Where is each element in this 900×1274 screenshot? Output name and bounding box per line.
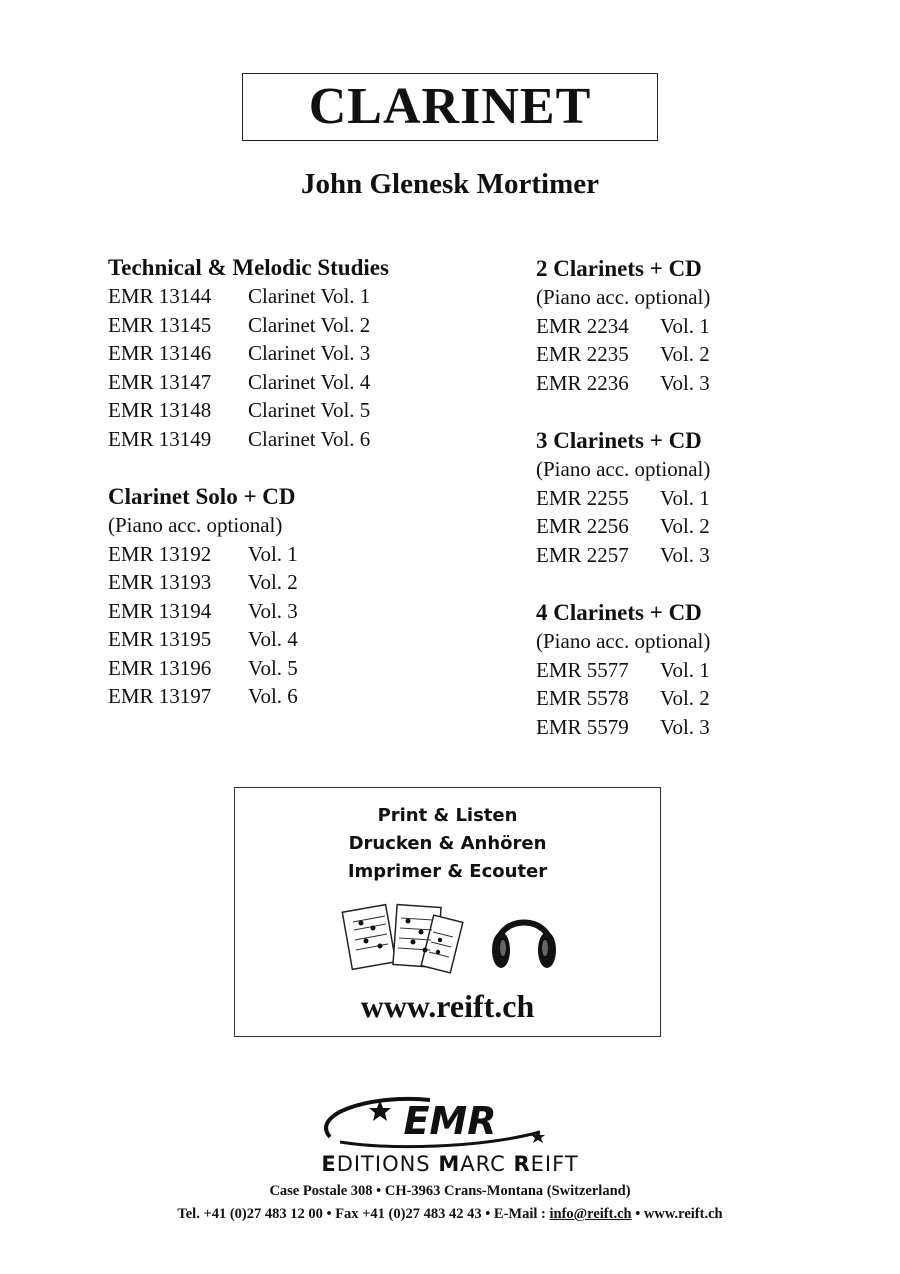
section-heading: Clarinet Solo + CD — [108, 484, 296, 509]
catalog-item — [108, 540, 389, 569]
catalog-item — [536, 656, 710, 685]
promo-icons — [235, 900, 660, 978]
catalog-title: Vol. 3 — [660, 542, 710, 567]
sheet-music-icon — [342, 905, 463, 973]
catalog-code: EMR 2236 — [536, 370, 629, 395]
catalog-title: Vol. 4 — [248, 627, 298, 651]
catalog-item — [108, 396, 389, 425]
catalog-code: EMR 13146 — [108, 341, 212, 365]
catalog-title: Vol. 1 — [248, 541, 298, 566]
catalog-item — [108, 311, 389, 340]
catalog-section — [536, 599, 710, 741]
catalog-item — [536, 713, 710, 742]
catalog-code: EMR 5579 — [536, 714, 629, 739]
title-box — [242, 73, 658, 141]
catalog-item — [536, 340, 710, 369]
catalog-item — [536, 369, 710, 398]
catalog-item — [536, 684, 710, 713]
catalog-item — [108, 654, 389, 683]
section-heading: Technical & Melodic Studies — [108, 255, 389, 280]
section-heading: 3 Clarinets + CD — [536, 428, 702, 453]
page-title: CLARINET — [308, 78, 592, 135]
catalog-section — [536, 427, 710, 569]
catalog-title: Clarinet Vol. 1 — [248, 284, 371, 308]
catalog-code: EMR 2255 — [536, 485, 629, 510]
emr-logo — [310, 1092, 560, 1152]
catalog-title: Vol. 3 — [660, 370, 710, 395]
right-column — [536, 255, 710, 771]
publisher-brand: EDITIONS MARC REIFT — [321, 1152, 579, 1176]
phone-fax: Tel. +41 (0)27 483 12 00 • Fax +41 (0)27 483 42 43 • E-Mail : — [177, 1206, 550, 1222]
catalog-item — [108, 597, 389, 626]
catalog-item — [108, 568, 389, 597]
catalog-code: EMR 13197 — [108, 684, 212, 708]
catalog-section — [536, 255, 710, 397]
catalog-title: Vol. 3 — [248, 598, 298, 623]
catalog-item — [108, 625, 389, 654]
catalog-title: Vol. 6 — [248, 684, 298, 708]
catalog-title: Vol. 1 — [660, 657, 710, 682]
section-subheading: (Piano acc. optional) — [536, 457, 711, 481]
catalog-item — [108, 682, 389, 711]
catalog-code: EMR 5577 — [536, 657, 629, 682]
catalog-item — [536, 541, 710, 570]
catalog-title: Vol. 2 — [660, 342, 710, 366]
catalog-code: EMR 13192 — [108, 541, 212, 566]
catalog-code: EMR 13148 — [108, 398, 212, 422]
catalog-title: Vol. 2 — [660, 514, 710, 538]
catalog-title: Clarinet Vol. 2 — [248, 312, 371, 337]
catalog-code: EMR 2257 — [536, 542, 629, 567]
publisher-contact — [0, 1206, 900, 1223]
logo-text: EMR — [403, 1099, 497, 1143]
catalog-title: Vol. 5 — [248, 655, 298, 680]
catalog-title: Clarinet Vol. 6 — [248, 426, 371, 451]
catalog-item — [108, 368, 389, 397]
catalog-code: EMR 13144 — [108, 284, 212, 308]
catalog-code: EMR 13196 — [108, 655, 212, 680]
catalog-title: Vol. 2 — [660, 686, 710, 710]
catalog-code: EMR 2235 — [536, 342, 629, 366]
catalog-item — [108, 282, 389, 311]
catalog-code: EMR 13149 — [108, 426, 212, 451]
catalog-title: Clarinet Vol. 4 — [248, 369, 371, 394]
catalog-section — [108, 483, 389, 711]
catalog-title: Vol. 2 — [248, 570, 298, 594]
catalog-title: Vol. 1 — [660, 485, 710, 510]
catalog-title: Clarinet Vol. 3 — [248, 341, 371, 365]
left-column — [108, 254, 389, 741]
section-heading: 2 Clarinets + CD — [536, 256, 702, 281]
section-subheading: (Piano acc. optional) — [536, 285, 711, 309]
headphones-icon — [492, 923, 556, 969]
promo-line: Print & Listen — [377, 805, 518, 826]
section-subheading: (Piano acc. optional) — [108, 513, 283, 537]
catalog-item — [108, 339, 389, 368]
catalog-code: EMR 5578 — [536, 686, 629, 710]
catalog-code: EMR 13145 — [108, 312, 212, 337]
section-subheading: (Piano acc. optional) — [536, 629, 711, 653]
promo-line: Imprimer & Ecouter — [347, 861, 548, 882]
author-name: John Glenesk Mortimer — [300, 168, 599, 200]
catalog-title: Vol. 3 — [660, 714, 710, 739]
catalog-section — [108, 254, 389, 453]
catalog-code: EMR 13193 — [108, 570, 212, 594]
catalog-code: EMR 13194 — [108, 598, 212, 623]
catalog-item — [536, 312, 710, 341]
promo-line: Drucken & Anhören — [348, 833, 547, 854]
catalog-item — [108, 425, 389, 454]
print-listen-box — [234, 787, 661, 1037]
publisher-address: Case Postale 308 • CH-3963 Crans-Montana (Switzerland) — [269, 1183, 631, 1199]
catalog-title: Clarinet Vol. 5 — [248, 398, 371, 422]
catalog-item — [536, 484, 710, 513]
email-link[interactable]: info@reift.ch — [549, 1206, 632, 1222]
catalog-code: EMR 2256 — [536, 514, 629, 538]
catalog-code: EMR 13195 — [108, 627, 212, 651]
catalog-item — [536, 512, 710, 541]
catalog-code: EMR 2234 — [536, 313, 629, 338]
catalog-title: Vol. 1 — [660, 313, 710, 338]
catalog-code: EMR 13147 — [108, 369, 212, 394]
section-heading: 4 Clarinets + CD — [536, 600, 702, 625]
website-url[interactable]: www.reift.ch — [360, 988, 535, 1024]
website-link[interactable]: • www.reift.ch — [631, 1206, 723, 1222]
